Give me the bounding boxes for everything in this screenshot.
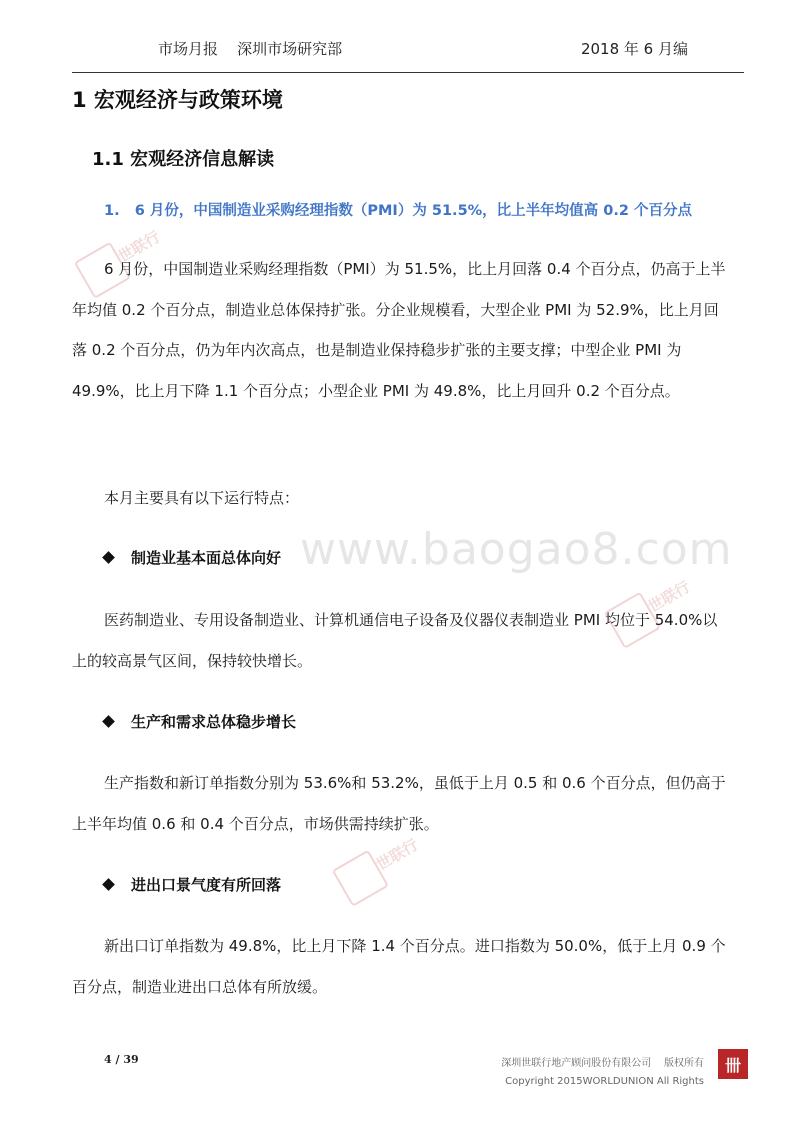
paragraph-import-export: 新出口订单指数为 49.8%，比上月下降 1.4 个百分点。进口指数为 50.0%，低于上月 0.9 个百分点，制造业进出口总体有所放缓。 [72,937,726,996]
numbered-heading: 1. 6 月份，中国制造业采购经理指数（PMI）为 51.5%，比上半年均值高 0.2 个百分点 [104,203,692,219]
bullet-heading [104,547,281,568]
header-date: 2018 年 6 月编 [580,40,688,58]
page-number: 4 / 39 [104,1053,139,1066]
watermark-stamp: 世联行 [332,832,423,911]
watermark-stamp: 世联行 [604,574,695,653]
paragraph-pmi-overview: 6 月份，中国制造业采购经理指数（PMI）为 51.5%，比上月回落 0.4 个百分点，仍高于上半年均值 0.2 个百分点，制造业总体保持扩张。分企业规模看，大型企业 PMI 为 52.9%，比上月回落 0.2 个百分点，仍为年内次高点，也是制造业保持稳步扩张的主要支撑；中型企业 PMI 为 49.9%，比上月下降 1.1 个百分点；小型企业 PMI 为 49.8%，比上月回升 0.2 个百分点。 [72,260,726,400]
paragraph-production-demand: 生产指数和新订单指数分别为 53.6%和 53.2%，虽低于上月 0.5 和 0.6 个百分点，但仍高于上半年均值 0.6 和 0.4 个百分点，市场供需持续扩张。 [72,774,726,833]
diamond-bullet-icon [102,551,115,564]
bullet-label: 进出口景气度有所回落 [131,876,282,894]
watermark-text: www.baogao8.com [300,524,733,575]
bullet-label: 制造业基本面总体向好 [131,549,282,567]
footer-copyright: Copyright 2015WORLDUNION All Rights [505,1076,704,1087]
section-heading: 1 宏观经济与政策环境 [72,88,283,112]
subsection-heading: 1.1 宏观经济信息解读 [92,149,275,170]
header-title: 市场月报 深圳市场研究部 [158,40,343,58]
bullet-heading [104,711,296,732]
paragraph-features-intro: 本月主要具有以下运行特点： [104,489,300,507]
diamond-bullet-icon [102,878,115,891]
footer-company: 深圳世联行地产顾问股份有限公司 版权所有 [501,1058,704,1069]
watermark-stamp: 世联行 [74,224,165,303]
bullet-label: 生产和需求总体稳步增长 [131,713,297,731]
paragraph-manufacturing: 医药制造业、专用设备制造业、计算机通信电子设备及仪器仪表制造业 PMI 均位于 54.0%以上的较高景气区间，保持较快增长。 [72,611,718,670]
diamond-bullet-icon [102,715,115,728]
company-logo-icon: 卌 [718,1049,748,1079]
header-divider [72,72,744,73]
bullet-heading [104,874,281,895]
